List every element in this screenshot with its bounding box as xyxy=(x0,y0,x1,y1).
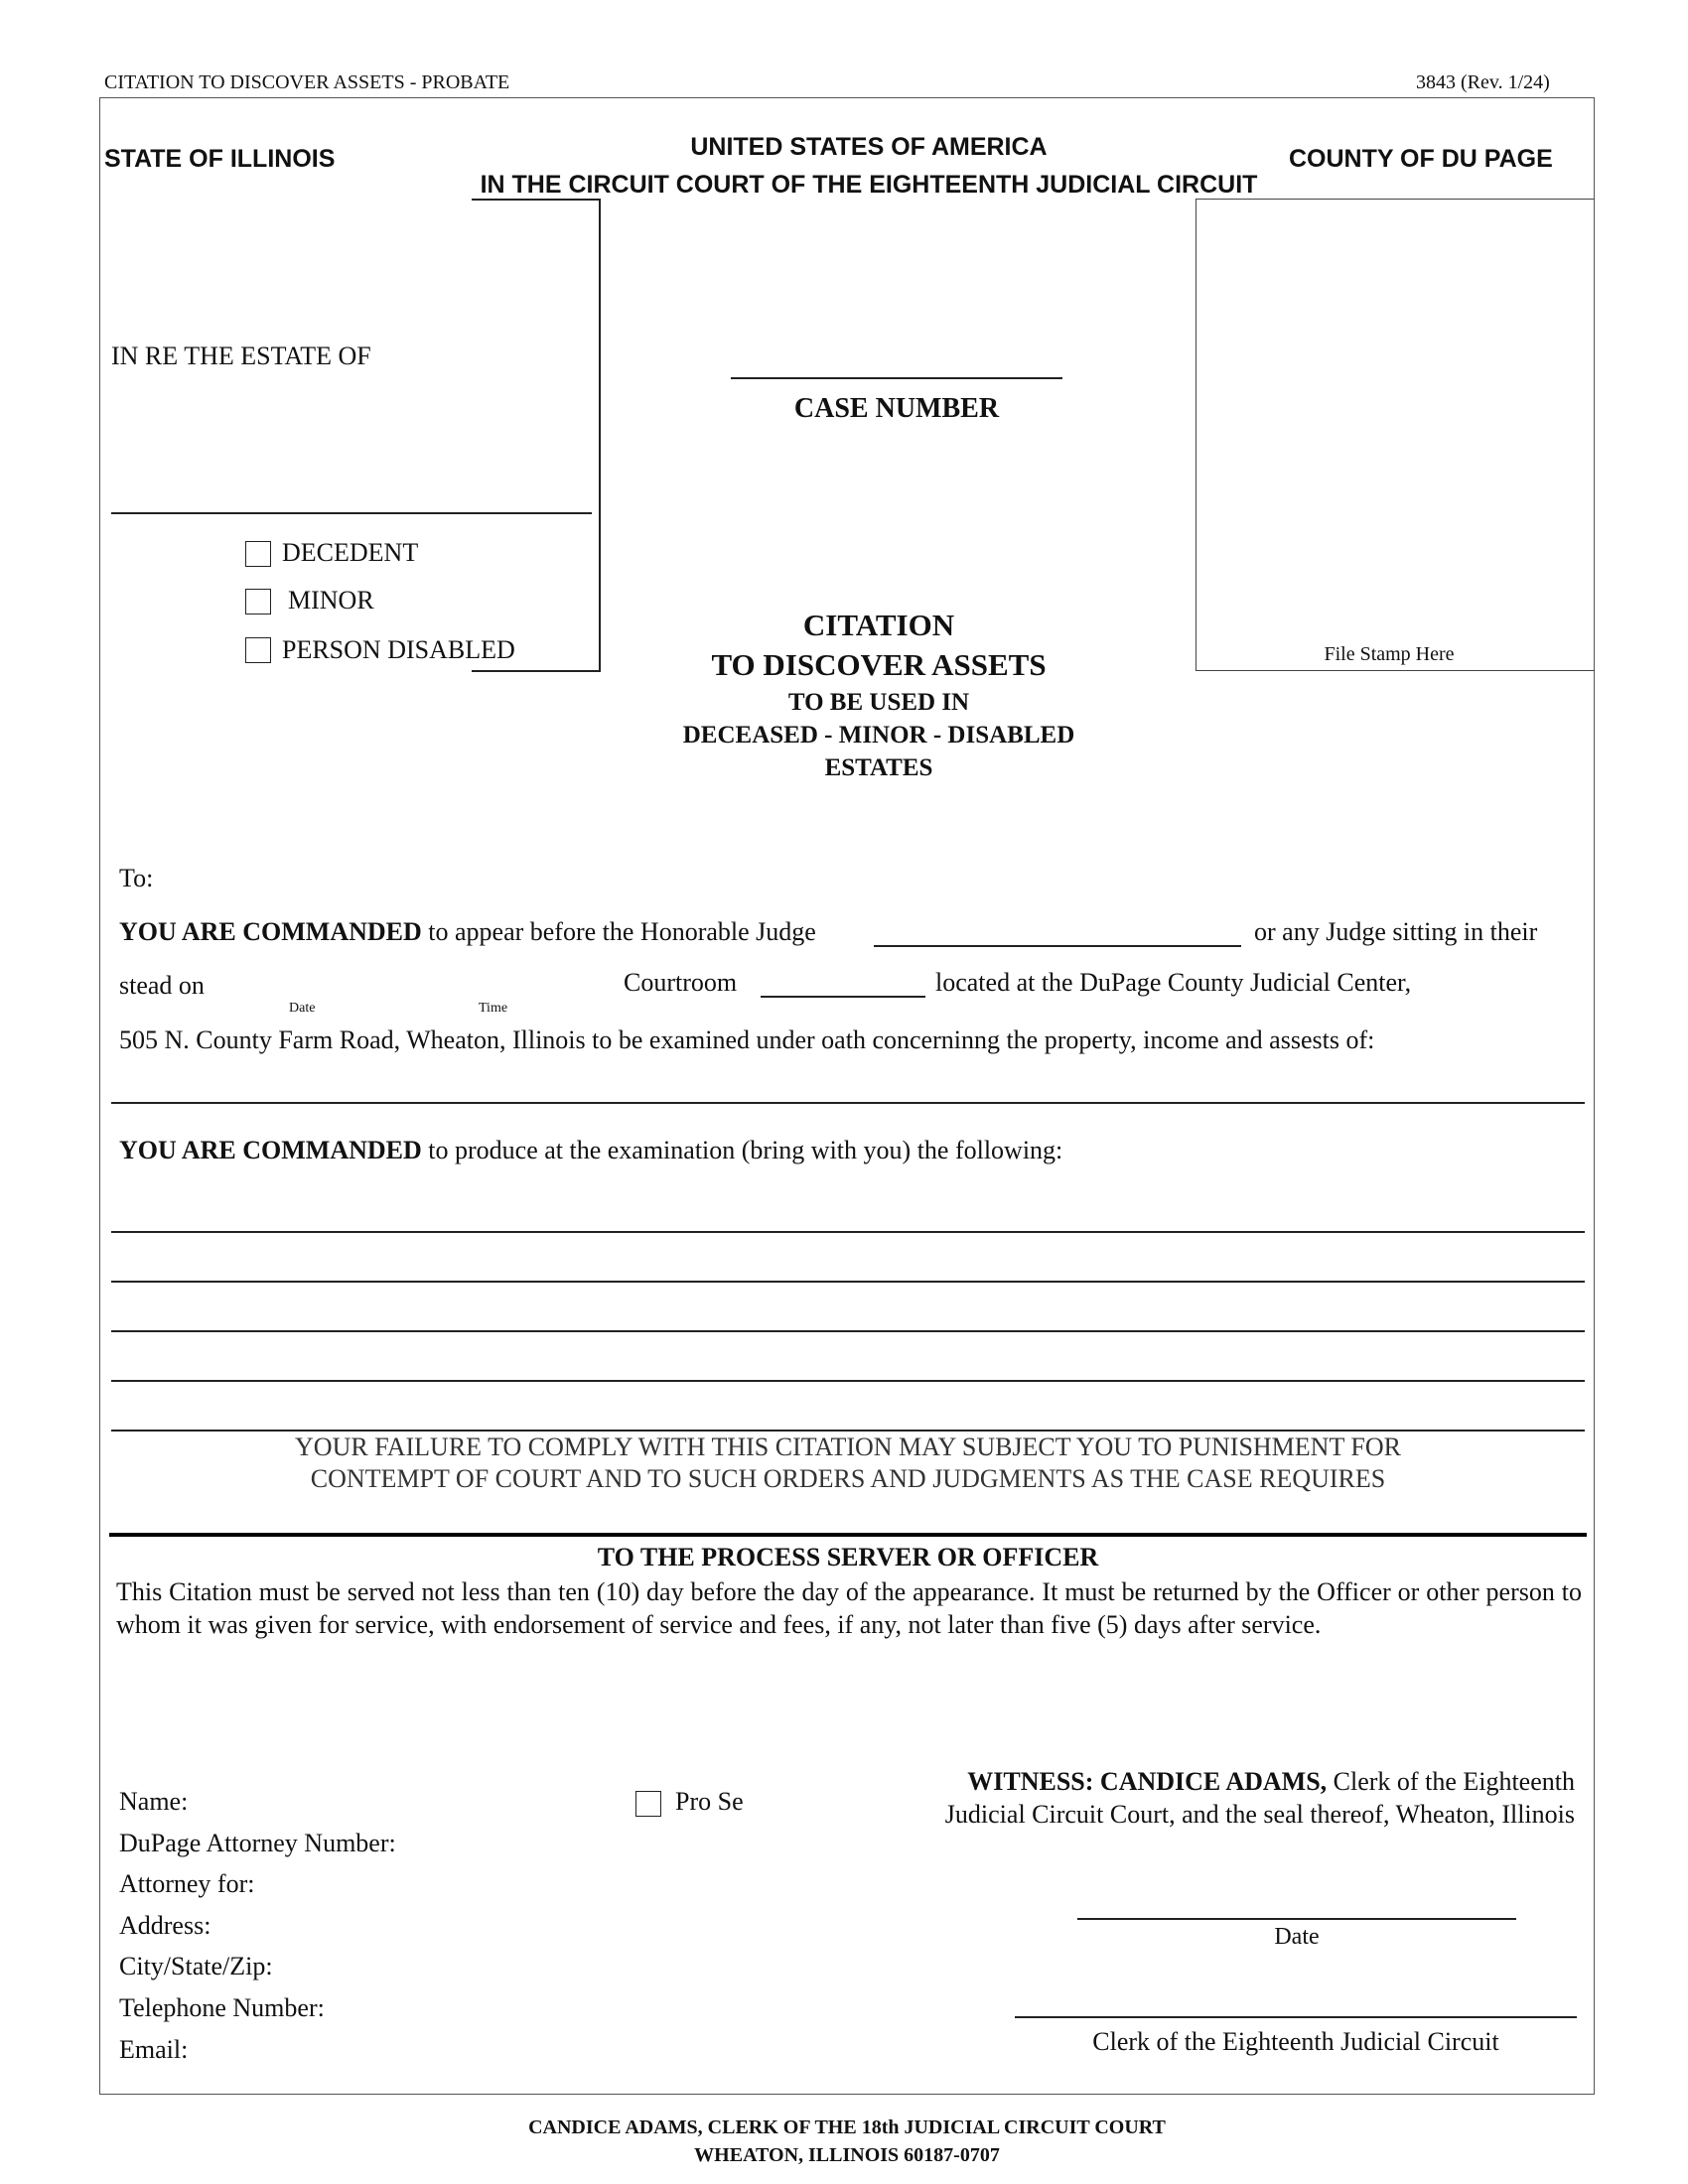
file-stamp-label: File Stamp Here xyxy=(1324,643,1455,665)
produce-text: to produce at the examination (bring with you) the following: xyxy=(428,1136,1063,1164)
assets-of-line[interactable] xyxy=(111,1102,1585,1104)
attorney-number-label: DuPage Attorney Number: xyxy=(119,1829,396,1857)
judge-name-line[interactable] xyxy=(874,945,1241,947)
case-number-label: CASE NUMBER xyxy=(793,393,1000,424)
title-citation: CITATION xyxy=(802,608,955,642)
county-label: COUNTY OF DU PAGE xyxy=(1289,145,1553,173)
process-server-heading: TO THE PROCESS SERVER OR OFFICER xyxy=(597,1543,1099,1571)
process-server-text: This Citation must be served not less than ten (10) day before the day of the appearance. It must be returned by the Officer or other person to whom it was given for service, with endorsement of service and fees, if any, not later than five (5) days after service. xyxy=(116,1577,1582,1639)
minor-label: MINOR xyxy=(288,586,374,614)
located-at-text: located at the DuPage County Judicial Center, xyxy=(935,968,1412,997)
produce-sentence xyxy=(119,1136,1062,1165)
section-divider xyxy=(109,1533,1587,1537)
file-stamp-box xyxy=(1196,199,1595,671)
estate-name-line[interactable] xyxy=(111,512,592,514)
minor-checkbox[interactable] xyxy=(245,589,271,614)
country-label: UNITED STATES OF AMERICA xyxy=(690,133,1048,161)
caption-top-border xyxy=(472,199,601,201)
title-estates: ESTATES xyxy=(824,754,933,781)
decedent-checkbox[interactable] xyxy=(245,541,271,567)
courtroom-line[interactable] xyxy=(761,996,925,998)
form-number: 3843 (Rev. 1/24) xyxy=(1416,71,1550,93)
witness-date-line[interactable] xyxy=(1077,1918,1516,1920)
commanded-bold-2: YOU ARE COMMANDED xyxy=(119,1136,422,1164)
person-disabled-checkbox[interactable] xyxy=(245,637,271,663)
or-any-judge-text: or any Judge sitting in their xyxy=(1254,917,1538,946)
in-re-label: IN RE THE ESTATE OF xyxy=(111,341,371,370)
footer-line-2: WHEATON, ILLINOIS 60187-0707 xyxy=(694,2144,1000,2166)
case-number-line[interactable] xyxy=(731,377,1062,379)
witness-line-1-rest: Clerk of the Eighteenth xyxy=(1333,1767,1575,1796)
appear-sentence xyxy=(119,917,816,947)
caption-bottom-border xyxy=(472,670,601,672)
clerk-label: Clerk of the Eighteenth Judicial Circuit xyxy=(1092,2027,1499,2056)
warning-line-1: YOUR FAILURE TO COMPLY WITH THIS CITATION MAY SUBJECT YOU TO PUNISHMENT FOR xyxy=(295,1433,1401,1461)
attorney-for-label: Attorney for: xyxy=(119,1869,255,1898)
name-label: Name: xyxy=(119,1787,189,1816)
witness-date-label: Date xyxy=(1274,1924,1320,1950)
date-hint: Date xyxy=(289,1001,316,1016)
title-discover-assets: TO DISCOVER ASSETS xyxy=(711,647,1047,682)
witness-line-1 xyxy=(874,1767,1575,1797)
email-label: Email: xyxy=(119,2035,189,2064)
stead-on-label: stead on xyxy=(119,971,205,1000)
witness-line-2: Judicial Circuit Court, and the seal thereof, Wheaton, Illinois xyxy=(944,1800,1575,1829)
city-state-zip-label: City/State/Zip: xyxy=(119,1952,273,1980)
circuit-label: IN THE CIRCUIT COURT OF THE EIGHTEENTH JUDICIAL CIRCUIT xyxy=(480,171,1258,199)
appear-text: to appear before the Honorable Judge xyxy=(428,917,816,946)
person-disabled-label: PERSON DISABLED xyxy=(282,635,515,664)
warning-line-2: CONTEMPT OF COURT AND TO SUCH ORDERS AND JUDGMENTS AS THE CASE REQUIRES xyxy=(310,1464,1386,1493)
telephone-label: Telephone Number: xyxy=(119,1993,325,2022)
courtroom-label: Courtroom xyxy=(624,968,738,997)
produce-line-4[interactable] xyxy=(111,1380,1585,1382)
caption-right-border xyxy=(599,199,601,671)
address-label: Address: xyxy=(119,1911,211,1940)
state-label: STATE OF ILLINOIS xyxy=(104,145,336,173)
produce-line-3[interactable] xyxy=(111,1330,1585,1332)
decedent-label: DECEDENT xyxy=(282,538,419,567)
address-line: 505 N. County Farm Road, Wheaton, Illinois to be examined under oath concerninng the property, income and assests of: xyxy=(119,1025,1375,1054)
pro-se-label: Pro Se xyxy=(675,1787,744,1816)
produce-line-1[interactable] xyxy=(111,1231,1585,1233)
produce-line-2[interactable] xyxy=(111,1281,1585,1283)
witness-label: WITNESS: CANDICE ADAMS, xyxy=(967,1767,1328,1796)
footer-line-1: CANDICE ADAMS, CLERK OF THE 18th JUDICIAL CIRCUIT COURT xyxy=(528,2116,1166,2138)
title-estate-types: DECEASED - MINOR - DISABLED xyxy=(682,722,1075,749)
title-to-be-used: TO BE USED IN xyxy=(787,689,970,716)
pro-se-checkbox[interactable] xyxy=(635,1791,661,1817)
produce-line-5[interactable] xyxy=(111,1430,1585,1432)
commanded-bold: YOU ARE COMMANDED xyxy=(119,917,422,946)
time-hint: Time xyxy=(479,1001,508,1016)
form-title: CITATION TO DISCOVER ASSETS - PROBATE xyxy=(104,71,510,93)
to-label: To: xyxy=(119,864,154,892)
clerk-signature-line[interactable] xyxy=(1015,2016,1577,2018)
